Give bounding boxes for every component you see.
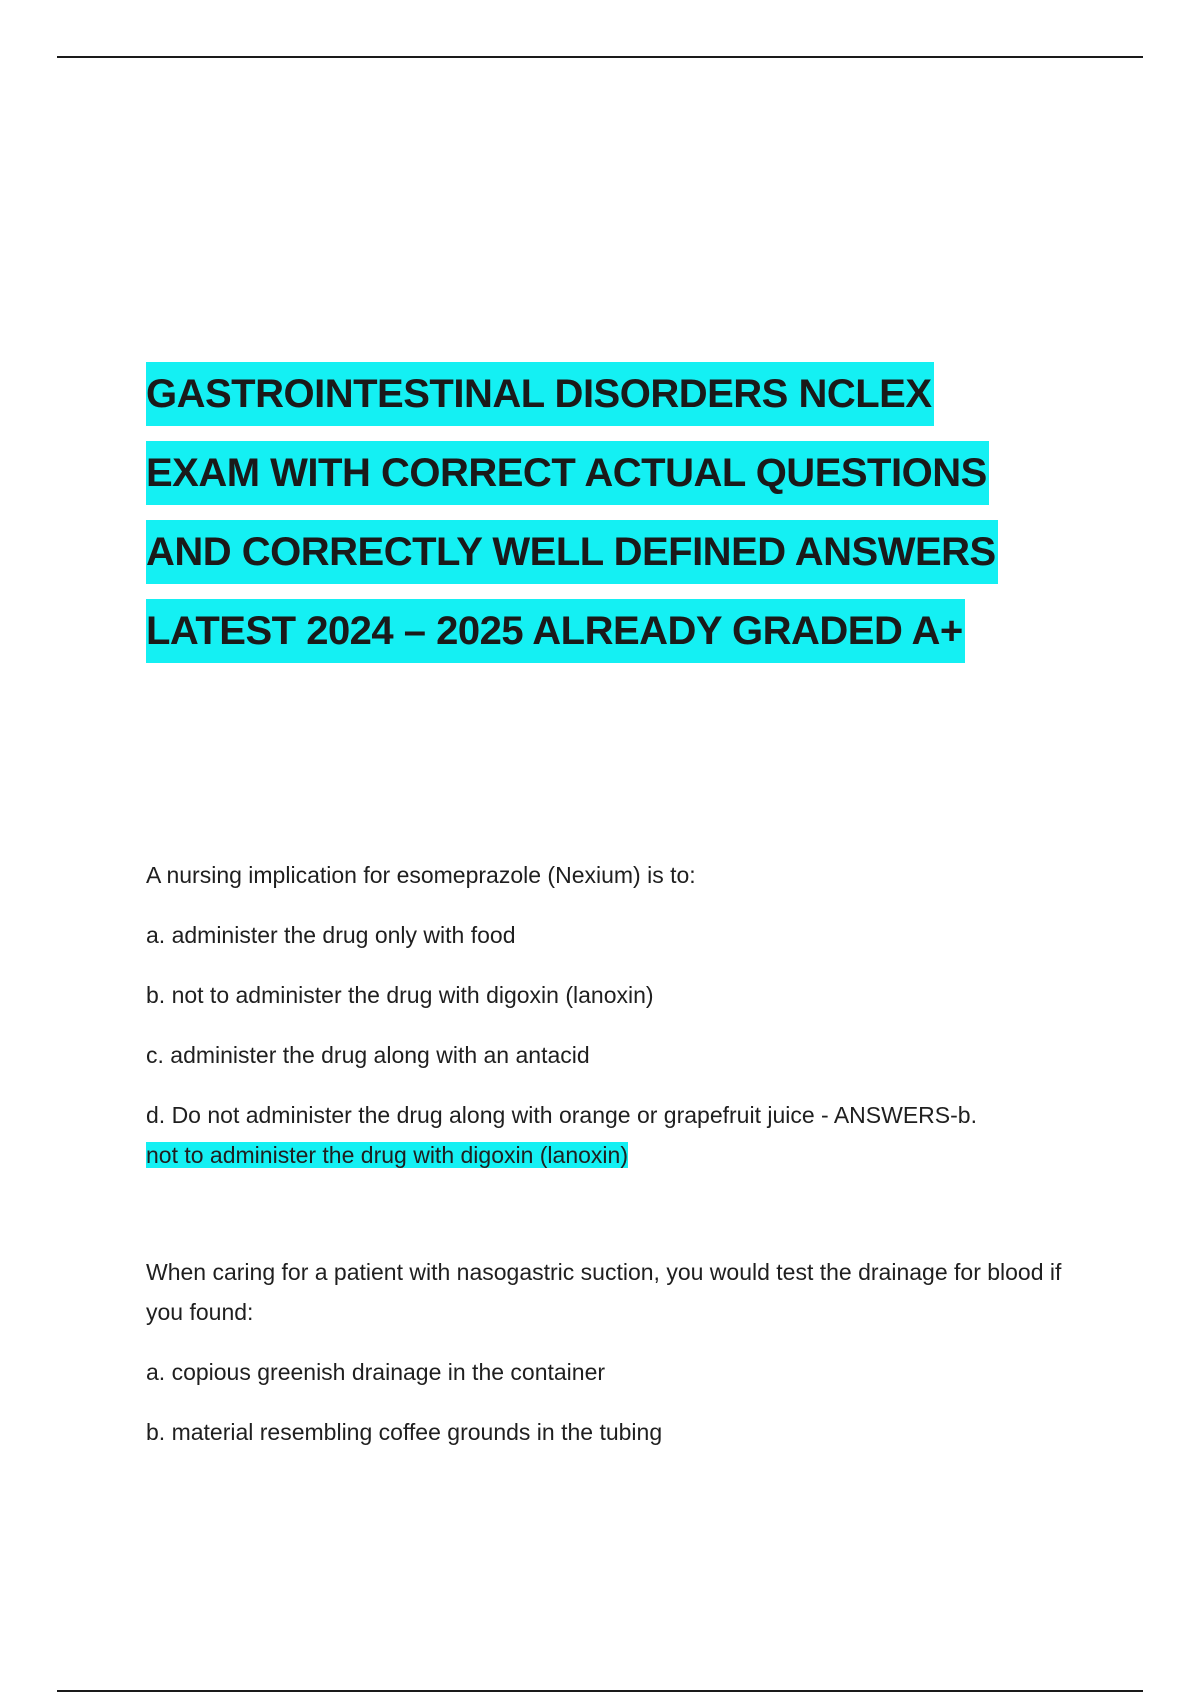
title-line: LATEST 2024 – 2025 ALREADY GRADED A+ xyxy=(146,599,965,663)
question-stem: A nursing implication for esomeprazole (Nexium) is to: xyxy=(146,862,696,888)
question-2 xyxy=(146,1252,1086,1452)
answer-option: a. copious greenish drainage in the container xyxy=(146,1359,606,1385)
question-1 xyxy=(146,855,1086,1175)
answer-option: a. administer the drug only with food xyxy=(146,922,516,948)
document-title xyxy=(146,357,1106,673)
footer-rule xyxy=(57,1690,1143,1692)
title-line: AND CORRECTLY WELL DEFINED ANSWERS xyxy=(146,520,998,584)
answer-option: b. material resembling coffee grounds in the tubing xyxy=(146,1419,663,1445)
answer-option: c. administer the drug along with an antacid xyxy=(146,1042,590,1068)
answer-option: b. not to administer the drug with digoxin (lanoxin) xyxy=(146,982,654,1008)
header-rule xyxy=(57,56,1143,58)
answer-option-with-answer xyxy=(146,1095,1086,1175)
question-stem: When caring for a patient with nasogastric suction, you would test the drainage for blood if you found: xyxy=(146,1259,1062,1325)
answer-option-text: d. Do not administer the drug along with orange or grapefruit juice - ANSWERS-b. xyxy=(146,1102,977,1128)
correct-answer: not to administer the drug with digoxin (lanoxin) xyxy=(146,1142,628,1168)
title-line: GASTROINTESTINAL DISORDERS NCLEX xyxy=(146,362,934,426)
title-line: EXAM WITH CORRECT ACTUAL QUESTIONS xyxy=(146,441,989,505)
